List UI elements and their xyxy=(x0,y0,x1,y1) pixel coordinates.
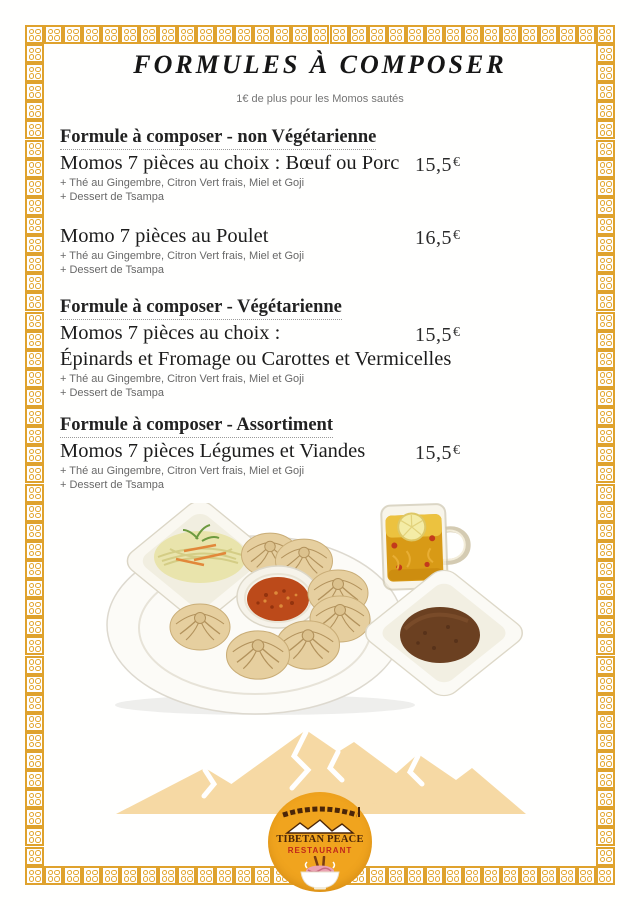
item-detail: + Thé au Gingembre, Citron Vert frais, Miel et Goji xyxy=(60,373,305,385)
border-tile xyxy=(596,770,615,789)
item-name-line2: Épinards et Fromage ou Carottes et Vermicelles xyxy=(60,348,452,370)
border-tile xyxy=(406,866,425,885)
border-tile xyxy=(25,579,44,598)
border-tile xyxy=(25,636,44,655)
border-tile xyxy=(596,713,615,732)
border-tile xyxy=(596,82,615,101)
border-tile xyxy=(330,25,349,44)
border-tile xyxy=(596,866,615,885)
border-tile xyxy=(596,235,615,254)
border-tile xyxy=(25,732,44,751)
item-price: 15,5€ xyxy=(415,442,461,464)
border-tile xyxy=(596,827,615,846)
border-tile xyxy=(349,25,368,44)
border-tile xyxy=(387,866,406,885)
border-tile xyxy=(25,847,44,866)
border-tile xyxy=(596,598,615,617)
item-price: 15,5€ xyxy=(415,154,461,176)
item-line xyxy=(60,438,530,464)
border-tile xyxy=(596,808,615,827)
border-tile xyxy=(463,866,482,885)
border-tile xyxy=(558,25,577,44)
border-tile xyxy=(596,636,615,655)
border-tile xyxy=(596,254,615,273)
item-line xyxy=(60,320,530,346)
logo-name: TIBETAN PEACE xyxy=(276,834,364,845)
border-tile xyxy=(196,25,215,44)
item-price: 16,5€ xyxy=(415,227,461,249)
border-tile xyxy=(596,847,615,866)
border-tile xyxy=(101,25,120,44)
item-detail: + Dessert de Tsampa xyxy=(60,479,165,491)
restaurant-logo xyxy=(268,792,372,892)
border-tile xyxy=(196,866,215,885)
euro-sign: € xyxy=(453,325,461,340)
border-tile xyxy=(82,866,101,885)
border-right xyxy=(596,44,615,866)
border-tile xyxy=(596,789,615,808)
border-tile xyxy=(596,197,615,216)
border-tile xyxy=(539,866,558,885)
logo-mountain-icon xyxy=(285,819,355,834)
border-tile xyxy=(272,25,291,44)
border-tile xyxy=(596,120,615,139)
border-tile xyxy=(25,484,44,503)
border-tile xyxy=(25,789,44,808)
item-detail: + Thé au Gingembre, Citron Vert frais, Miel et Goji xyxy=(60,250,305,262)
border-tile xyxy=(520,25,539,44)
border-tile xyxy=(139,866,158,885)
border-left xyxy=(25,44,44,866)
border-tile xyxy=(25,866,44,885)
border-tile xyxy=(596,25,615,44)
border-tile xyxy=(577,25,596,44)
border-tile xyxy=(25,808,44,827)
border-tile xyxy=(596,350,615,369)
border-top xyxy=(25,25,615,44)
border-tile xyxy=(25,407,44,426)
border-tile xyxy=(25,770,44,789)
border-tile xyxy=(25,254,44,273)
border-tile xyxy=(596,312,615,331)
border-tile xyxy=(215,866,234,885)
border-tile xyxy=(25,350,44,369)
tibetan-script-icon xyxy=(277,799,363,819)
page-subtitle: 1€ de plus pour les Momos sautés xyxy=(236,93,404,105)
item-price: 15,5€ xyxy=(415,324,461,346)
border-tile xyxy=(596,273,615,292)
border-tile xyxy=(596,426,615,445)
item-detail: + Dessert de Tsampa xyxy=(60,191,165,203)
border-tile xyxy=(158,866,177,885)
menu-section xyxy=(60,414,530,492)
section-heading: Formule à composer - Végétarienne xyxy=(60,296,342,320)
border-tile xyxy=(25,522,44,541)
border-tile xyxy=(82,25,101,44)
border-tile xyxy=(596,656,615,675)
border-tile xyxy=(501,866,520,885)
noodle-bowl-icon xyxy=(297,856,343,890)
border-tile xyxy=(596,541,615,560)
border-tile xyxy=(596,560,615,579)
border-tile xyxy=(596,216,615,235)
border-tile xyxy=(596,732,615,751)
border-tile xyxy=(482,866,501,885)
border-tile xyxy=(25,82,44,101)
border-tile xyxy=(177,25,196,44)
border-tile xyxy=(310,25,329,44)
euro-sign: € xyxy=(453,228,461,243)
border-tile xyxy=(234,25,253,44)
border-tile xyxy=(120,25,139,44)
item-detail: + Dessert de Tsampa xyxy=(60,264,165,276)
border-tile xyxy=(25,292,44,311)
menu-section xyxy=(60,296,530,400)
border-tile xyxy=(25,751,44,770)
border-tile xyxy=(501,25,520,44)
border-tile xyxy=(25,675,44,694)
border-tile xyxy=(291,25,310,44)
border-tile xyxy=(25,445,44,464)
border-tile xyxy=(120,866,139,885)
border-tile xyxy=(387,25,406,44)
euro-sign: € xyxy=(453,155,461,170)
border-tile xyxy=(177,866,196,885)
logo-subtitle: RESTAURANT xyxy=(287,846,353,855)
border-tile xyxy=(25,216,44,235)
border-tile xyxy=(234,866,253,885)
border-tile xyxy=(482,25,501,44)
item-name: Momo 7 pièces au Poulet xyxy=(60,225,269,247)
border-tile xyxy=(596,140,615,159)
border-tile xyxy=(596,522,615,541)
border-tile xyxy=(539,25,558,44)
border-tile xyxy=(596,617,615,636)
border-tile xyxy=(25,159,44,178)
section-heading: Formule à composer - Assortiment xyxy=(60,414,333,438)
border-tile xyxy=(25,25,44,44)
border-tile xyxy=(596,579,615,598)
border-tile xyxy=(25,598,44,617)
border-tile xyxy=(425,25,444,44)
border-tile xyxy=(596,63,615,82)
border-tile xyxy=(44,866,63,885)
menu-section xyxy=(60,223,530,277)
border-tile xyxy=(25,140,44,159)
border-tile xyxy=(25,827,44,846)
border-tile xyxy=(368,25,387,44)
border-tile xyxy=(25,617,44,636)
border-tile xyxy=(596,388,615,407)
item-name: Momos 7 pièces au choix : xyxy=(60,322,281,344)
border-tile xyxy=(596,331,615,350)
menu-section xyxy=(60,126,530,204)
border-tile xyxy=(25,713,44,732)
border-tile xyxy=(25,388,44,407)
border-tile xyxy=(25,101,44,120)
border-tile xyxy=(444,866,463,885)
border-tile xyxy=(63,866,82,885)
border-tile xyxy=(25,369,44,388)
page-title: FORMULES À COMPOSER xyxy=(133,50,507,79)
border-tile xyxy=(463,25,482,44)
border-tile xyxy=(25,235,44,254)
border-tile xyxy=(406,25,425,44)
border-tile xyxy=(596,101,615,120)
border-tile xyxy=(596,369,615,388)
border-tile xyxy=(596,292,615,311)
border-tile xyxy=(25,312,44,331)
border-tile xyxy=(253,25,272,44)
border-tile xyxy=(253,866,272,885)
border-tile xyxy=(596,407,615,426)
border-tile xyxy=(44,25,63,44)
border-tile xyxy=(596,464,615,483)
border-tile xyxy=(25,63,44,82)
border-tile xyxy=(63,25,82,44)
border-tile xyxy=(158,25,177,44)
border-tile xyxy=(25,503,44,522)
spicy-sauce-bowl xyxy=(237,566,319,628)
border-tile xyxy=(25,656,44,675)
item-detail: + Thé au Gingembre, Citron Vert frais, Miel et Goji xyxy=(60,465,305,477)
border-tile xyxy=(25,331,44,350)
border-tile xyxy=(596,44,615,63)
border-tile xyxy=(596,751,615,770)
border-tile xyxy=(25,44,44,63)
border-tile xyxy=(425,866,444,885)
border-tile xyxy=(596,178,615,197)
border-tile xyxy=(558,866,577,885)
border-tile xyxy=(444,25,463,44)
item-detail: + Thé au Gingembre, Citron Vert frais, Miel et Goji xyxy=(60,177,305,189)
item-line xyxy=(60,223,530,249)
item-name: Momos 7 pièces Légumes et Viandes xyxy=(60,440,366,462)
border-tile xyxy=(25,178,44,197)
border-tile xyxy=(25,120,44,139)
border-tile xyxy=(596,694,615,713)
border-tile xyxy=(368,866,387,885)
border-tile xyxy=(101,866,120,885)
border-tile xyxy=(596,675,615,694)
border-tile xyxy=(596,484,615,503)
section-heading: Formule à composer - non Végétarienne xyxy=(60,126,376,150)
border-tile xyxy=(25,273,44,292)
border-tile xyxy=(596,503,615,522)
border-tile xyxy=(577,866,596,885)
euro-sign: € xyxy=(453,443,461,458)
item-detail: + Dessert de Tsampa xyxy=(60,387,165,399)
border-tile xyxy=(25,464,44,483)
border-tile xyxy=(25,560,44,579)
border-tile xyxy=(520,866,539,885)
item-name: Momos 7 pièces au choix : Bœuf ou Porc xyxy=(60,152,400,174)
food-photo xyxy=(100,503,540,718)
border-tile xyxy=(215,25,234,44)
border-tile xyxy=(596,159,615,178)
border-tile xyxy=(139,25,158,44)
border-tile xyxy=(596,445,615,464)
item-line xyxy=(60,150,530,176)
border-tile xyxy=(25,541,44,560)
border-tile xyxy=(25,694,44,713)
border-tile xyxy=(25,426,44,445)
border-tile xyxy=(25,197,44,216)
